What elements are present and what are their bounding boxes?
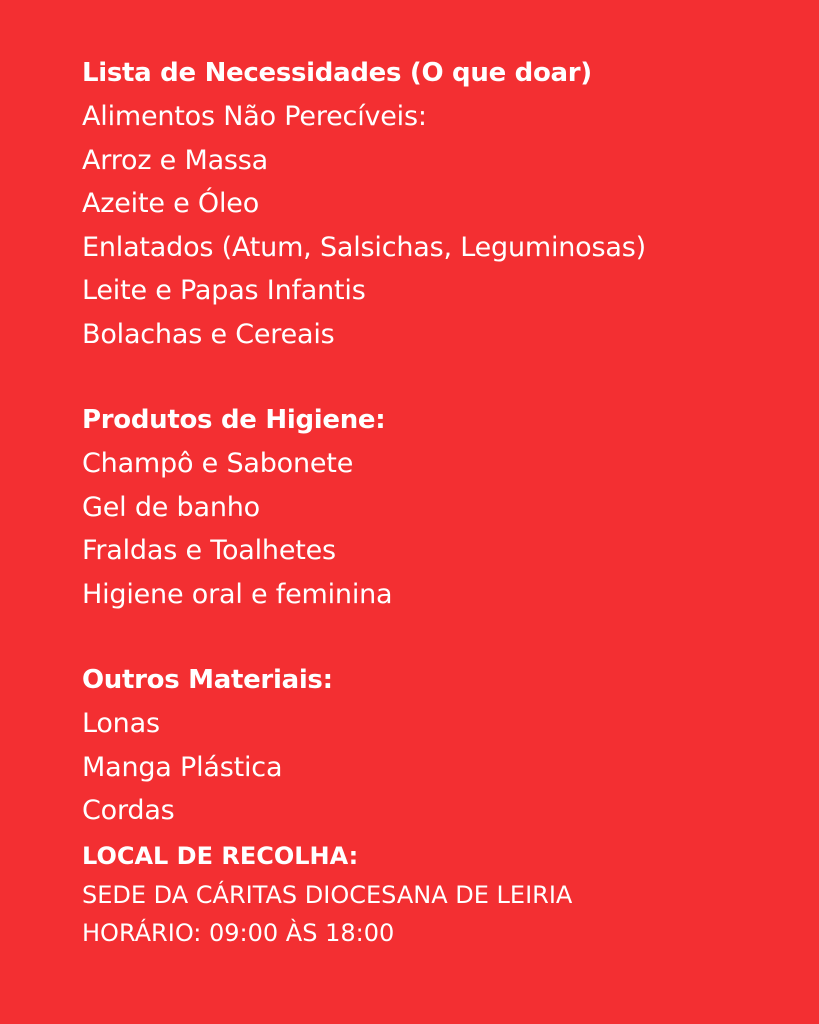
list-item: Manga Plástica xyxy=(82,751,283,783)
list-item: Alimentos Não Perecíveis: xyxy=(82,101,427,132)
list-item: Arroz e Massa xyxy=(82,144,268,176)
donation-list xyxy=(82,52,782,952)
list-item: Champô e Sabonete xyxy=(82,448,354,479)
section-spacer xyxy=(82,356,782,399)
needs-list-title: Lista de Necessidades (O que doar) xyxy=(82,58,592,88)
collection-location-address: SEDE DA CÁRITAS DIOCESANA DE LEIRIA xyxy=(82,880,573,909)
list-item: Lonas xyxy=(82,708,160,739)
list-item: Higiene oral e feminina xyxy=(82,578,393,610)
list-item: Cordas xyxy=(82,795,175,826)
list-item: Fraldas e Toalhetes xyxy=(82,535,336,566)
other-materials-title: Outros Materiais: xyxy=(82,665,333,695)
hygiene-section-title: Produtos de Higiene: xyxy=(82,405,386,435)
list-item: Azeite e Óleo xyxy=(82,188,260,219)
collection-location-title: LOCAL DE RECOLHA: xyxy=(82,841,359,870)
section-spacer xyxy=(82,616,782,659)
list-item: Gel de banho xyxy=(82,491,260,523)
collection-hours: HORÁRIO: 09:00 ÀS 18:00 xyxy=(82,918,395,947)
list-item: Enlatados (Atum, Salsichas, Leguminosas) xyxy=(82,231,646,263)
list-item: Leite e Papas Infantis xyxy=(82,275,366,306)
list-item: Bolachas e Cereais xyxy=(82,318,335,350)
